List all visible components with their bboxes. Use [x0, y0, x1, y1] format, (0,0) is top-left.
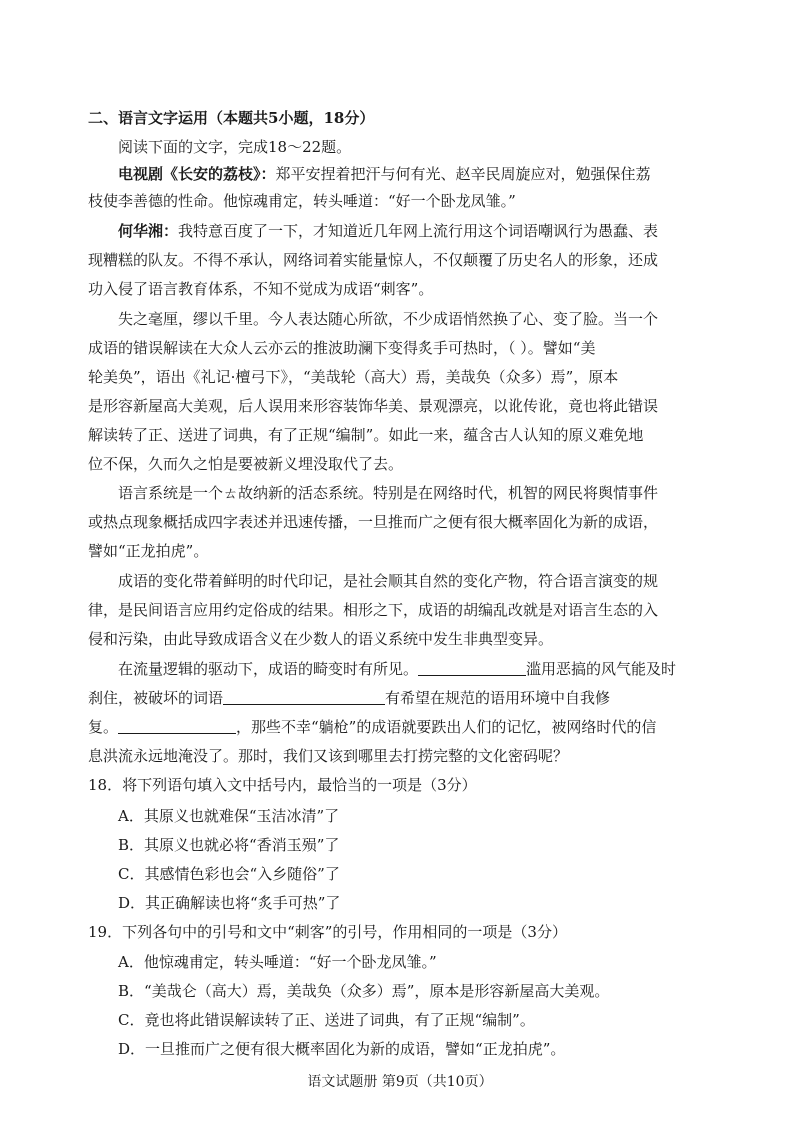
passage-line: 息洪流永远地淹没了。那时，我们又该到哪里去打捞完整的文化密码呢？ [88, 747, 569, 765]
speaker-label: 何华湘： [118, 222, 179, 240]
speaker-label: 电视剧《长安的荔枝》： [118, 165, 276, 183]
passage-line: 枝使李善德的性命。他惊魂甫定，转头唾道：“好一个卧龙凤雏。” [88, 192, 516, 210]
answer-option: A．其原义也就难保“玉洁冰清”了 [118, 807, 340, 825]
passage-line: 语言系统是一个ㄊ故纳新的活态系统。特别是在网络时代，机智的网民将舆情事件 [118, 484, 659, 502]
section-title: 二、语言文字运用（本题共5小题，18分） [88, 109, 375, 127]
passage-line: 轮美奂”，语出《礼记·檀弓下》，“美哉轮（高大）焉，美哉奂（众多）焉”，原本 [88, 368, 619, 386]
answer-option: A．他惊魂甫定，转头唾道：“好一个卧龙凤雏。” [118, 953, 437, 971]
fill-blank-1 [418, 659, 526, 676]
passage-line: 侵和污染，由此导致成语含义在少数人的语义系统中发生非典型变异。 [88, 630, 554, 648]
passage-line: 解读转了正、送进了词典，有了正规“编制”。如此一来，蕴含古人认知的原义难免地 [88, 426, 644, 444]
passage-text: 郑平安捏着把汗与何有光、赵辛民周旋应对，勉强保住荔 [275, 165, 651, 183]
question-stem: 19．下列各句中的引号和文中“刺客”的引号，作用相同的一项是（3分） [88, 923, 567, 941]
passage-line: 刹住，被破坏的词语 有希望在规范的语用环境中自我修 [88, 689, 611, 707]
answer-option: C．其感情色彩也会“入乡随俗”了 [118, 865, 340, 883]
passage-line [0, 164, 800, 184]
page-footer: 语文试题册 第9页（共10页） [307, 1074, 493, 1090]
answer-option: D．其正确解读也将“炙手可热”了 [118, 894, 341, 912]
passage-line: 功入侵了语言教育体系，不知不觉成为成语“刺客”。 [88, 280, 434, 298]
passage-line: 成语的错误解读在大众人云亦云的推波助澜下变得炙手可热时，（ ）。譬如“美 [88, 339, 596, 357]
passage-line: 位不保，久而久之怕是要被新义埋没取代了去。 [88, 455, 404, 473]
passage-line: 失之毫厘，缪以千里。今人表达随心所欲，不少成语悄然换了心、变了脸。当一个 [118, 310, 659, 328]
passage-line: 是形容新屋高大美观，后人误用来形容装饰华美、景观漂亮，以讹传讹，竟也将此错误 [88, 397, 659, 415]
passage-line: 律，是民间语言应用约定俗成的结果。相形之下，成语的胡编乱改就是对语言生态的入 [88, 601, 659, 619]
fill-blank-2 [223, 688, 385, 705]
answer-option: B．“美哉仑（高大）焉，美哉奂（众多）焉”，原本是形容新屋高大美观。 [118, 982, 610, 1000]
fill-blank-3 [118, 717, 236, 734]
passage-line: 成语的变化带着鲜明的时代印记，是社会顺其自然的变化产物，符合语言演变的规 [118, 572, 659, 590]
passage-line: 譬如“正龙拍虎”。 [88, 542, 209, 560]
passage-line: 复。 ，那些不幸“躺枪”的成语就要跌出人们的记忆，被网络时代的信 [88, 718, 657, 736]
answer-option: C．竟也将此错误解读转了正、送进了词典，有了正规“编制”。 [118, 1011, 535, 1029]
passage-line: 在流量逻辑的驱动下，成语的畸变时有所见。 滥用恶搞的风气能及时 [118, 660, 677, 678]
question-stem: 18．将下列语句填入文中括号内，最恰当的一项是（3分） [88, 776, 477, 794]
section-instruction: 阅读下面的文字，完成18～22题。 [118, 138, 352, 156]
answer-option: D．一旦推而广之便有很大概率固化为新的成语，譬如“正龙拍虎”。 [118, 1040, 566, 1058]
passage-text: 我特意百度了一下，才知道近几年网上流行用这个词语嘲讽行为愚蠢、表 [178, 222, 659, 240]
passage-line: 现糟糕的队友。不得不承认，网络词着实能量惊人，不仅颠覆了历史名人的形象，还成 [88, 251, 659, 269]
passage-line [0, 221, 800, 241]
answer-option: B．其原义也就必将“香消玉殒”了 [118, 836, 340, 854]
passage-line: 或热点现象概括成四字表述并迅速传播，一旦推而广之便有很大概率固化为新的成语， [88, 513, 659, 531]
